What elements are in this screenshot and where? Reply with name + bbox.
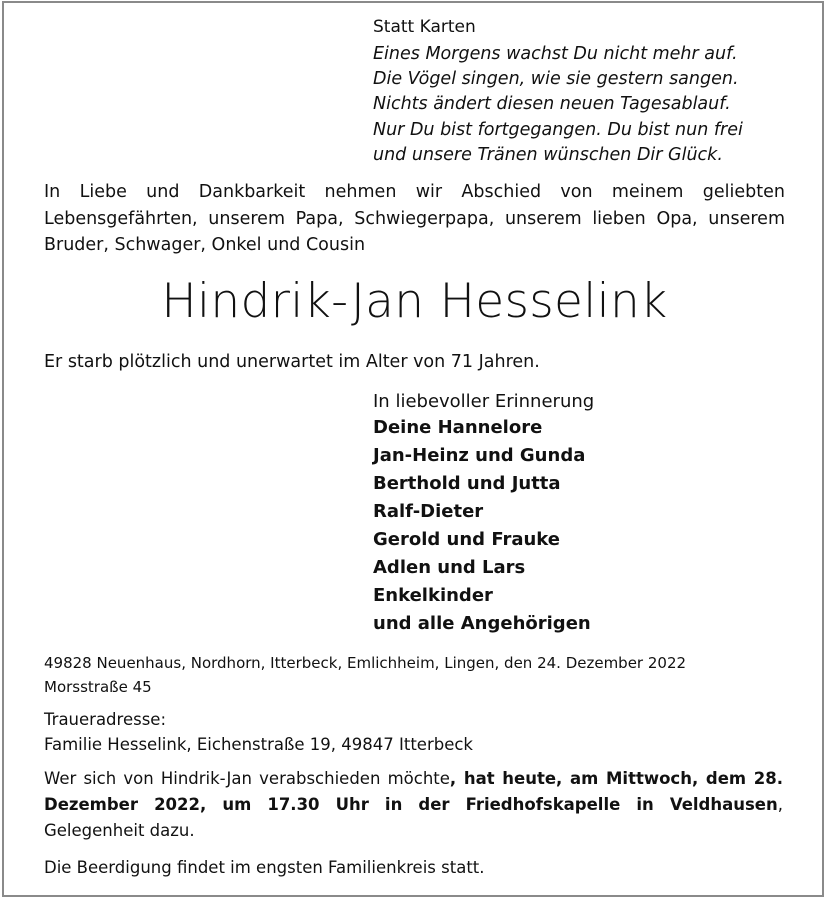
intro-text: In Liebe und Dankbarkeit nehmen wir Abschied von meinem geliebten Lebensgefährten, unserem Papa, Schwiegerpapa, unserem lieben Opa, unserem Bruder, Schwager, Onkel und Cousin bbox=[44, 182, 785, 255]
mourners-list bbox=[373, 414, 591, 638]
street-address: Morsstraße 45 bbox=[44, 678, 152, 696]
poem bbox=[373, 42, 743, 168]
mourner-name: Jan-Heinz und Gunda bbox=[373, 445, 586, 466]
mourner-name: Gerold und Frauke bbox=[373, 529, 561, 550]
farewell-text: Wer sich von Hindrik-Jan verabschieden möchte bbox=[44, 769, 450, 788]
poem-line: Eines Morgens wachst Du nicht mehr auf. bbox=[373, 44, 738, 64]
burial-note: Die Beerdigung findet im engsten Familienkreis statt. bbox=[44, 858, 485, 877]
poem-line: Nur Du bist fortgegangen. Du bist nun frei bbox=[373, 119, 743, 140]
farewell-text-end: , Gelegenheit dazu. bbox=[44, 795, 783, 840]
traueradresse: Familie Hesselink, Eichenstraße 19, 49847 Itterbeck bbox=[44, 735, 473, 754]
traueradresse-label: Traueradresse: bbox=[44, 710, 167, 729]
poem-line: und unsere Tränen wünschen Dir Glück. bbox=[373, 144, 723, 165]
mourner-name: Ralf-Dieter bbox=[373, 501, 484, 522]
death-note: Er starb plötzlich und unerwartet im Alter von 71 Jahren. bbox=[44, 352, 540, 372]
mourner-name: Deine Hannelore bbox=[373, 417, 543, 438]
farewell-paragraph bbox=[44, 766, 783, 844]
statt-karten-heading: Statt Karten bbox=[373, 17, 476, 37]
mourner-name: Adlen und Lars bbox=[373, 557, 526, 578]
farewell-details: , hat heute, am Mittwoch, dem 28. Dezember 2022, um 17.30 Uhr in der Friedhofskapelle in Veldhausen bbox=[44, 769, 784, 814]
mourner-name: Berthold und Jutta bbox=[373, 473, 561, 494]
poem-line: Die Vögel singen, wie sie gestern sangen. bbox=[373, 69, 739, 90]
memory-line: In liebevoller Erinnerung bbox=[373, 391, 595, 412]
mourner-name: Enkelkinder bbox=[373, 585, 493, 606]
deceased-name: Hindrik-Jan Hesselink bbox=[161, 274, 668, 329]
mourner-name: und alle Angehörigen bbox=[373, 613, 591, 634]
place-date: 49828 Neuenhaus, Nordhorn, Itterbeck, Emlichheim, Lingen, den 24. Dezember 2022 bbox=[44, 654, 687, 672]
poem-line: Nichts ändert diesen neuen Tagesablauf. bbox=[373, 94, 731, 115]
